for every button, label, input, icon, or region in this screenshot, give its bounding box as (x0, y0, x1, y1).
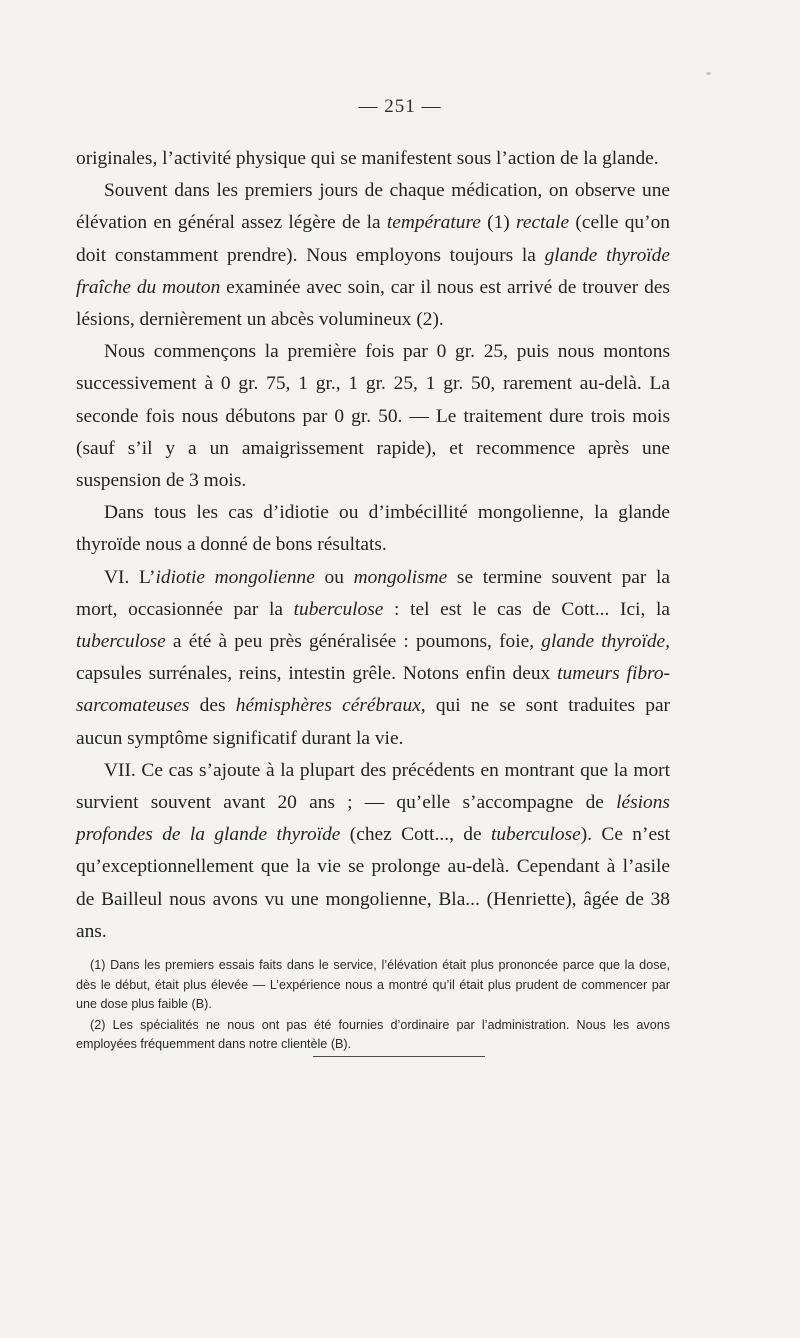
italic-text: tumeurs fibro-sarcomateuses (76, 663, 671, 717)
italic-text: tuberculose (490, 824, 581, 846)
text-run: (1) (480, 212, 517, 234)
footnote: (2) Les spécialités ne nous ont pas été fournies d’ordinaire par l’administration. Nous les avons employées fréquemment dans notre clientèle (B). (76, 1017, 670, 1051)
paragraph (76, 755, 670, 948)
text-run: : tel est le cas de Cott... Ici, la (383, 598, 670, 620)
italic-text: rectale (516, 212, 570, 234)
footnote: (1) Dans les premiers essais faits dans le service, l’élévation était plus prononcée parce que la dose, dès le début, était plus élevée — L’expérience nous a montré qu’il était plus prudent de commencer par une dose plus faible (B). (76, 958, 670, 1011)
text-run: Dans tous les cas d’idiotie ou d’imbécillité mongolienne, la glande thyroïde nous a donné de bons résultats. (76, 502, 670, 556)
text-run: Souvent dans les premiers jours de chaque médication, on observe une élévation en général assez légère de la (76, 180, 670, 234)
italic-text: idiotie mongolienne (155, 566, 315, 588)
text-run: VI. L’ (104, 566, 156, 588)
italic-text: tuberculose (293, 598, 384, 620)
text-run: capsules surrénales, reins, intestin grêle. Notons enfin deux (76, 663, 558, 685)
page-number: — 251 — (358, 96, 442, 117)
text-run: des (189, 695, 236, 717)
italic-text: tuberculose (76, 631, 166, 653)
text-run: Nous commençons la première fois par 0 gr. 25, puis nous montons successivement à 0 gr. 75, 1 gr., 1 gr. 25, 1 gr. 50, rarement au-delà. La seconde fois nous débutons par 0 gr. 50. — Le traitement dure trois mois (sauf s’il y a un amaigrissement rapide), et recommence après une suspension de 3 mois. (76, 341, 670, 492)
paragraph (76, 143, 670, 175)
text-run: (celle qu’on doit constamment prendre). Nous employons toujours la (76, 212, 670, 266)
text-run: originales, l’activité physique qui se manifestent sous l’action de la glande. (76, 148, 659, 169)
text-run: ou (314, 566, 354, 588)
text-run: VII. Ce cas s’ajoute à la plupart des précédents en montrant que la mort survient souvent avant 20 ans ; — qu’elle s’accompagne de (76, 759, 670, 814)
italic-text: lésions profondes de la glande thyroïde (76, 792, 670, 846)
text-run: (chez Cott..., de (340, 824, 491, 846)
paragraph (76, 175, 670, 336)
paragraph (76, 562, 670, 755)
body-text (76, 143, 670, 948)
footnotes (76, 956, 670, 1056)
italic-text: glande thyroïde fraîche du mouton (76, 244, 670, 298)
italic-text: glande thyroïde, (541, 631, 670, 653)
text-run: qui ne se sont traduites par aucun symptôme significatif durant la vie. (76, 695, 671, 749)
paper-speck (706, 72, 711, 75)
paragraph (76, 336, 670, 497)
text-run: a été à peu près généralisée : poumons, foie, (165, 631, 542, 653)
italic-text: hémisphères cérébraux, (235, 695, 426, 717)
italic-text: mongolisme (353, 566, 448, 588)
italic-text: température (386, 212, 481, 234)
text-run: ). Ce n’est qu’exceptionnellement que la vie se prolonge au-delà. Cependant à l’asile de Bailleul nous avons vu une mongolienne, Bla... (Henriette), âgée de 38 ans. (76, 824, 671, 942)
end-rule (313, 1056, 485, 1057)
paragraph (76, 497, 670, 561)
text-run: se termine souvent par la mort, occasionnée par la (76, 566, 670, 620)
text-run: examinée avec soin, car il nous est arrivé de trouver des lésions, dernièrement un abcès volumineux (2). (76, 276, 670, 331)
